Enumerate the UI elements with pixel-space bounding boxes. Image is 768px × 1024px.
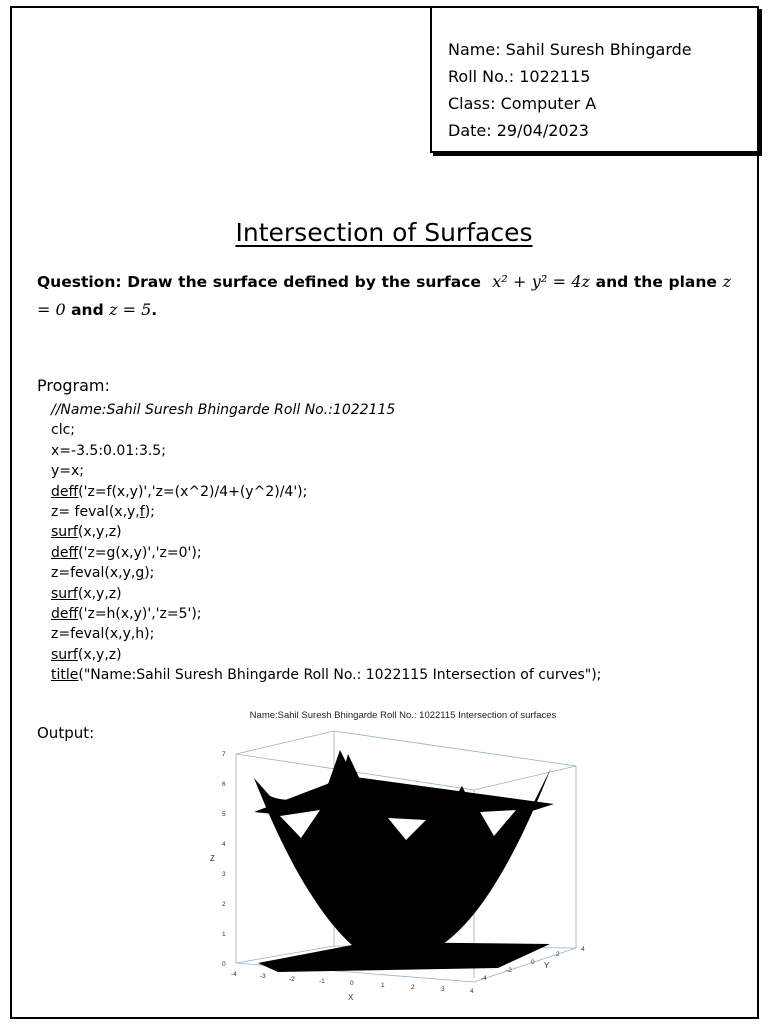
y-tick: -4 — [481, 975, 487, 982]
code-line — [51, 482, 601, 502]
code-function: surf — [51, 585, 78, 602]
z-tick: 1 — [222, 931, 226, 938]
code-args: (x,y,z) — [77, 524, 122, 541]
program-code — [51, 400, 601, 686]
x-tick: -1 — [319, 978, 325, 985]
code-args: ('z=h(x,y)','z=5'); — [78, 606, 202, 623]
z-tick: 2 — [222, 901, 226, 908]
code-function: surf — [51, 646, 78, 663]
date: Date: 29/04/2023 — [448, 121, 589, 140]
code-function: deff — [51, 544, 79, 561]
x-tick: -2 — [289, 976, 295, 983]
code-line — [51, 543, 601, 563]
class-name: Class: Computer A — [448, 94, 597, 113]
code-line — [51, 645, 601, 665]
student-name: Name: Sahil Suresh Bhingarde — [448, 40, 692, 59]
y-axis-label: Y — [544, 961, 550, 970]
code-text: z=feval(x,y, — [51, 565, 136, 582]
x-axis — [231, 971, 474, 1002]
code-line: x=-3.5:0.01:3.5; — [51, 442, 166, 459]
x-tick: 4 — [470, 988, 474, 995]
paraboloid-surface — [254, 750, 551, 958]
question-middle: and the plane — [595, 273, 717, 291]
x-axis-label: X — [348, 993, 354, 1002]
code-line — [51, 502, 601, 522]
program-heading: Program: — [37, 376, 110, 395]
code-line — [51, 584, 601, 604]
roll-number: Roll No.: 1022115 — [448, 67, 591, 86]
code-line: z=feval(x,y,h); — [51, 626, 155, 643]
code-line: //Name:Sahil Suresh Bhingarde Roll No.:1022115 — [51, 402, 396, 418]
z-axis-label: Z — [210, 854, 215, 863]
surface-plot-svg — [198, 706, 608, 1006]
code-text: ); — [144, 504, 155, 521]
z-tick: 3 — [222, 871, 226, 878]
x-tick: -3 — [260, 973, 266, 980]
page-title: Intersection of Surfaces — [235, 218, 533, 247]
code-args: ("Name:Sahil Suresh Bhingarde Roll No.: 1022115 Intersection of curves"); — [78, 667, 602, 684]
code-function: deff — [51, 606, 79, 623]
surface-equation: x² + y² = 4z — [492, 272, 590, 291]
x-tick: 0 — [350, 980, 354, 987]
x-tick: -4 — [231, 971, 237, 978]
code-text: ); — [144, 565, 155, 582]
plane-1: z = 0 — [37, 272, 732, 319]
y-tick: 2 — [556, 951, 560, 958]
code-args: (x,y,z) — [77, 585, 122, 602]
y-tick: -2 — [506, 967, 512, 974]
code-function: deff — [51, 483, 79, 500]
code-text: z= feval(x,y, — [51, 504, 140, 521]
code-line: clc; — [51, 422, 76, 439]
code-line: y=x; — [51, 463, 85, 480]
code-line — [51, 665, 601, 685]
z-tick: 5 — [222, 811, 226, 818]
z-axis — [210, 751, 226, 968]
code-function: f — [139, 504, 145, 521]
code-args: ('z=f(x,y)','z=(x^2)/4+(y^2)/4'); — [78, 483, 308, 500]
z-tick: 7 — [222, 751, 226, 758]
z-tick: 6 — [222, 781, 226, 788]
question-end: . — [151, 301, 158, 319]
code-line — [51, 522, 601, 542]
code-function: title — [51, 667, 79, 684]
box-edge-right-top — [474, 766, 576, 790]
code-function: g — [135, 565, 145, 582]
code-line — [51, 604, 601, 624]
output-heading: Output: — [37, 724, 95, 742]
plane-2: z = 5 — [109, 300, 152, 319]
y-tick: 0 — [531, 959, 535, 966]
code-line — [51, 563, 601, 583]
question-and: and — [71, 301, 104, 319]
z-tick: 0 — [222, 961, 226, 968]
question — [37, 268, 731, 324]
z-tick: 4 — [222, 841, 226, 848]
code-args: (x,y,z) — [77, 646, 122, 663]
y-tick: 4 — [581, 946, 585, 953]
plot-title: Name:Sahil Suresh Bhingarde Roll No.: 1022115 Intersection of surfaces — [249, 710, 557, 721]
code-function: surf — [51, 524, 78, 541]
x-tick: 2 — [411, 984, 415, 991]
x-tick: 3 — [441, 986, 445, 993]
question-prefix: Question: Draw the surface defined by the surface — [37, 273, 481, 291]
student-info-box — [430, 6, 759, 153]
x-tick: 1 — [381, 982, 385, 989]
output-plot — [198, 706, 608, 1006]
code-args: ('z=g(x,y)','z=0'); — [78, 544, 202, 561]
